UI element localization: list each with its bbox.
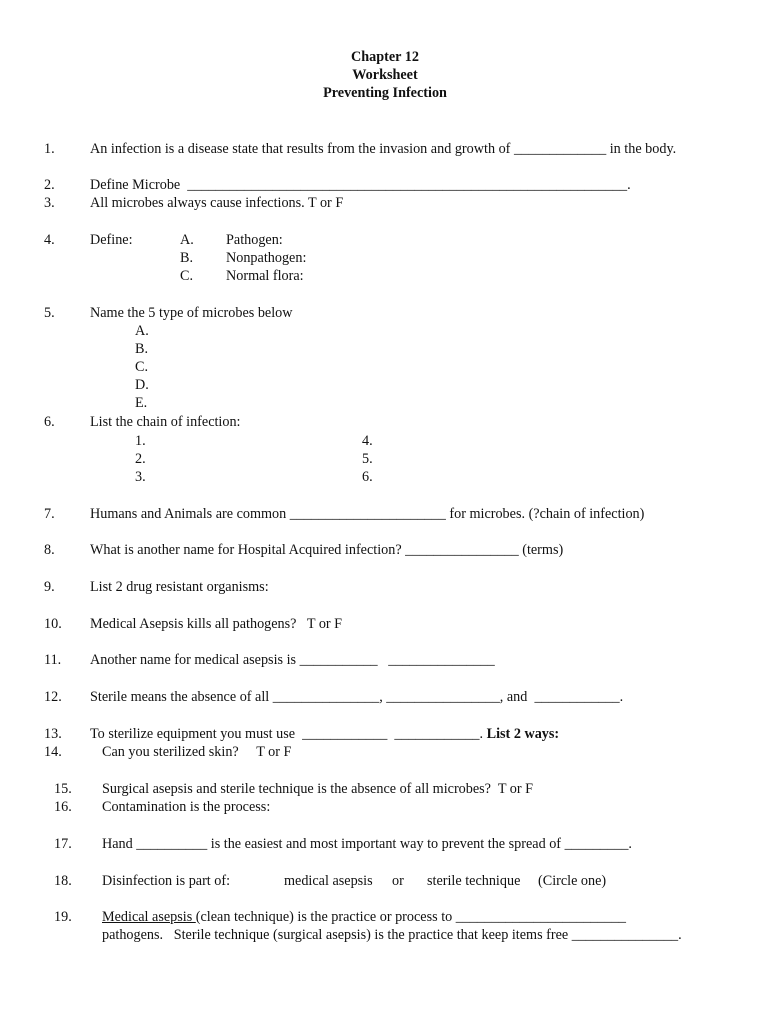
question-4-number: 4.	[44, 232, 55, 248]
question-16-text: Contamination is the process:	[102, 799, 271, 815]
question-13-text	[90, 725, 559, 743]
question-4-term: Nonpathogen:	[226, 250, 307, 266]
question-4-letter: B.	[180, 250, 194, 266]
question-4-term: Normal flora:	[226, 268, 304, 284]
question-14-text: Can you sterilized skin? T or F	[102, 744, 292, 760]
question-4-label: Define:	[90, 232, 133, 248]
chapter-heading: Chapter 12	[351, 49, 419, 65]
question-10-text: Medical Asepsis kills all pathogens? T or F	[90, 616, 343, 632]
chain-item: 2.	[135, 451, 146, 467]
question-14-number: 14.	[44, 744, 62, 760]
question-4-term: Pathogen:	[226, 232, 283, 248]
question-15-text: Surgical asepsis and sterile technique is the absence of all microbes? T or F	[102, 781, 534, 797]
page-title: Preventing Infection	[323, 85, 447, 101]
question-13-bold-instruction: List 2 ways:	[486, 726, 560, 742]
question-12-number: 12.	[44, 689, 62, 705]
question-8-number: 8.	[44, 542, 55, 558]
question-18-option-sterile: sterile technique	[427, 873, 521, 889]
question-5-letter: C.	[135, 359, 149, 375]
question-19-line-2: pathogens. Sterile technique (surgical asepsis) is the practice that keep items free _______________.	[102, 927, 682, 943]
question-13-body: To sterilize equipment you must use ____________ ____________.	[90, 726, 487, 742]
question-19-line-1	[102, 908, 626, 926]
question-11-text: Another name for medical asepsis is ___________ _______________	[90, 652, 495, 668]
question-19-number: 19.	[54, 909, 72, 925]
question-19-line-1-text: (clean technique) is the practice or process to ________________________	[195, 909, 627, 925]
question-6-text: List the chain of infection:	[90, 414, 241, 430]
question-18-option-medical: medical asepsis	[284, 873, 373, 889]
question-17-text: Hand __________ is the easiest and most important way to prevent the spread of _________.	[102, 836, 632, 852]
question-3-text: All microbes always cause infections. T or F	[90, 195, 344, 211]
question-15-number: 15.	[54, 781, 72, 797]
question-2-text: Define Microbe ______________________________________________________________.	[90, 177, 631, 193]
question-7-text: Humans and Animals are common ______________________ for microbes. (?chain of infection)	[90, 506, 645, 522]
question-18-text: Disinfection is part of:	[102, 873, 231, 889]
question-10-number: 10.	[44, 616, 62, 632]
question-1-number: 1.	[44, 141, 55, 157]
question-2-number: 2.	[44, 177, 55, 193]
question-3-number: 3.	[44, 195, 55, 211]
question-4-letter: C.	[180, 268, 194, 284]
question-4-letter: A.	[180, 232, 194, 248]
question-5-number: 5.	[44, 305, 55, 321]
question-5-letter: E.	[135, 395, 148, 411]
question-19-underlined-term: Medical asepsis	[102, 909, 196, 925]
chain-item: 4.	[362, 433, 373, 449]
worksheet-heading: Worksheet	[352, 67, 418, 83]
chain-item: 3.	[135, 469, 146, 485]
question-16-number: 16.	[54, 799, 72, 815]
chain-item: 1.	[135, 433, 146, 449]
question-7-number: 7.	[44, 506, 55, 522]
question-18-note: (Circle one)	[538, 873, 607, 889]
question-9-text: List 2 drug resistant organisms:	[90, 579, 269, 595]
question-9-number: 9.	[44, 579, 55, 595]
question-12-text: Sterile means the absence of all _______________, ________________, and ____________.	[90, 689, 624, 705]
question-8-text: What is another name for Hospital Acquired infection? ________________ (terms)	[90, 542, 564, 558]
question-6-number: 6.	[44, 414, 55, 430]
question-18-or: or	[392, 873, 404, 889]
question-1-text: An infection is a disease state that results from the invasion and growth of _____________ in the body.	[90, 141, 677, 157]
question-18-number: 18.	[54, 873, 72, 889]
question-11-number: 11.	[44, 652, 62, 668]
question-17-number: 17.	[54, 836, 72, 852]
question-5-letter: B.	[135, 341, 149, 357]
chain-item: 6.	[362, 469, 373, 485]
question-5-letter: A.	[135, 323, 149, 339]
question-5-letter: D.	[135, 377, 149, 393]
question-5-text: Name the 5 type of microbes below	[90, 305, 293, 321]
question-13-number: 13.	[44, 726, 62, 742]
chain-item: 5.	[362, 451, 373, 467]
